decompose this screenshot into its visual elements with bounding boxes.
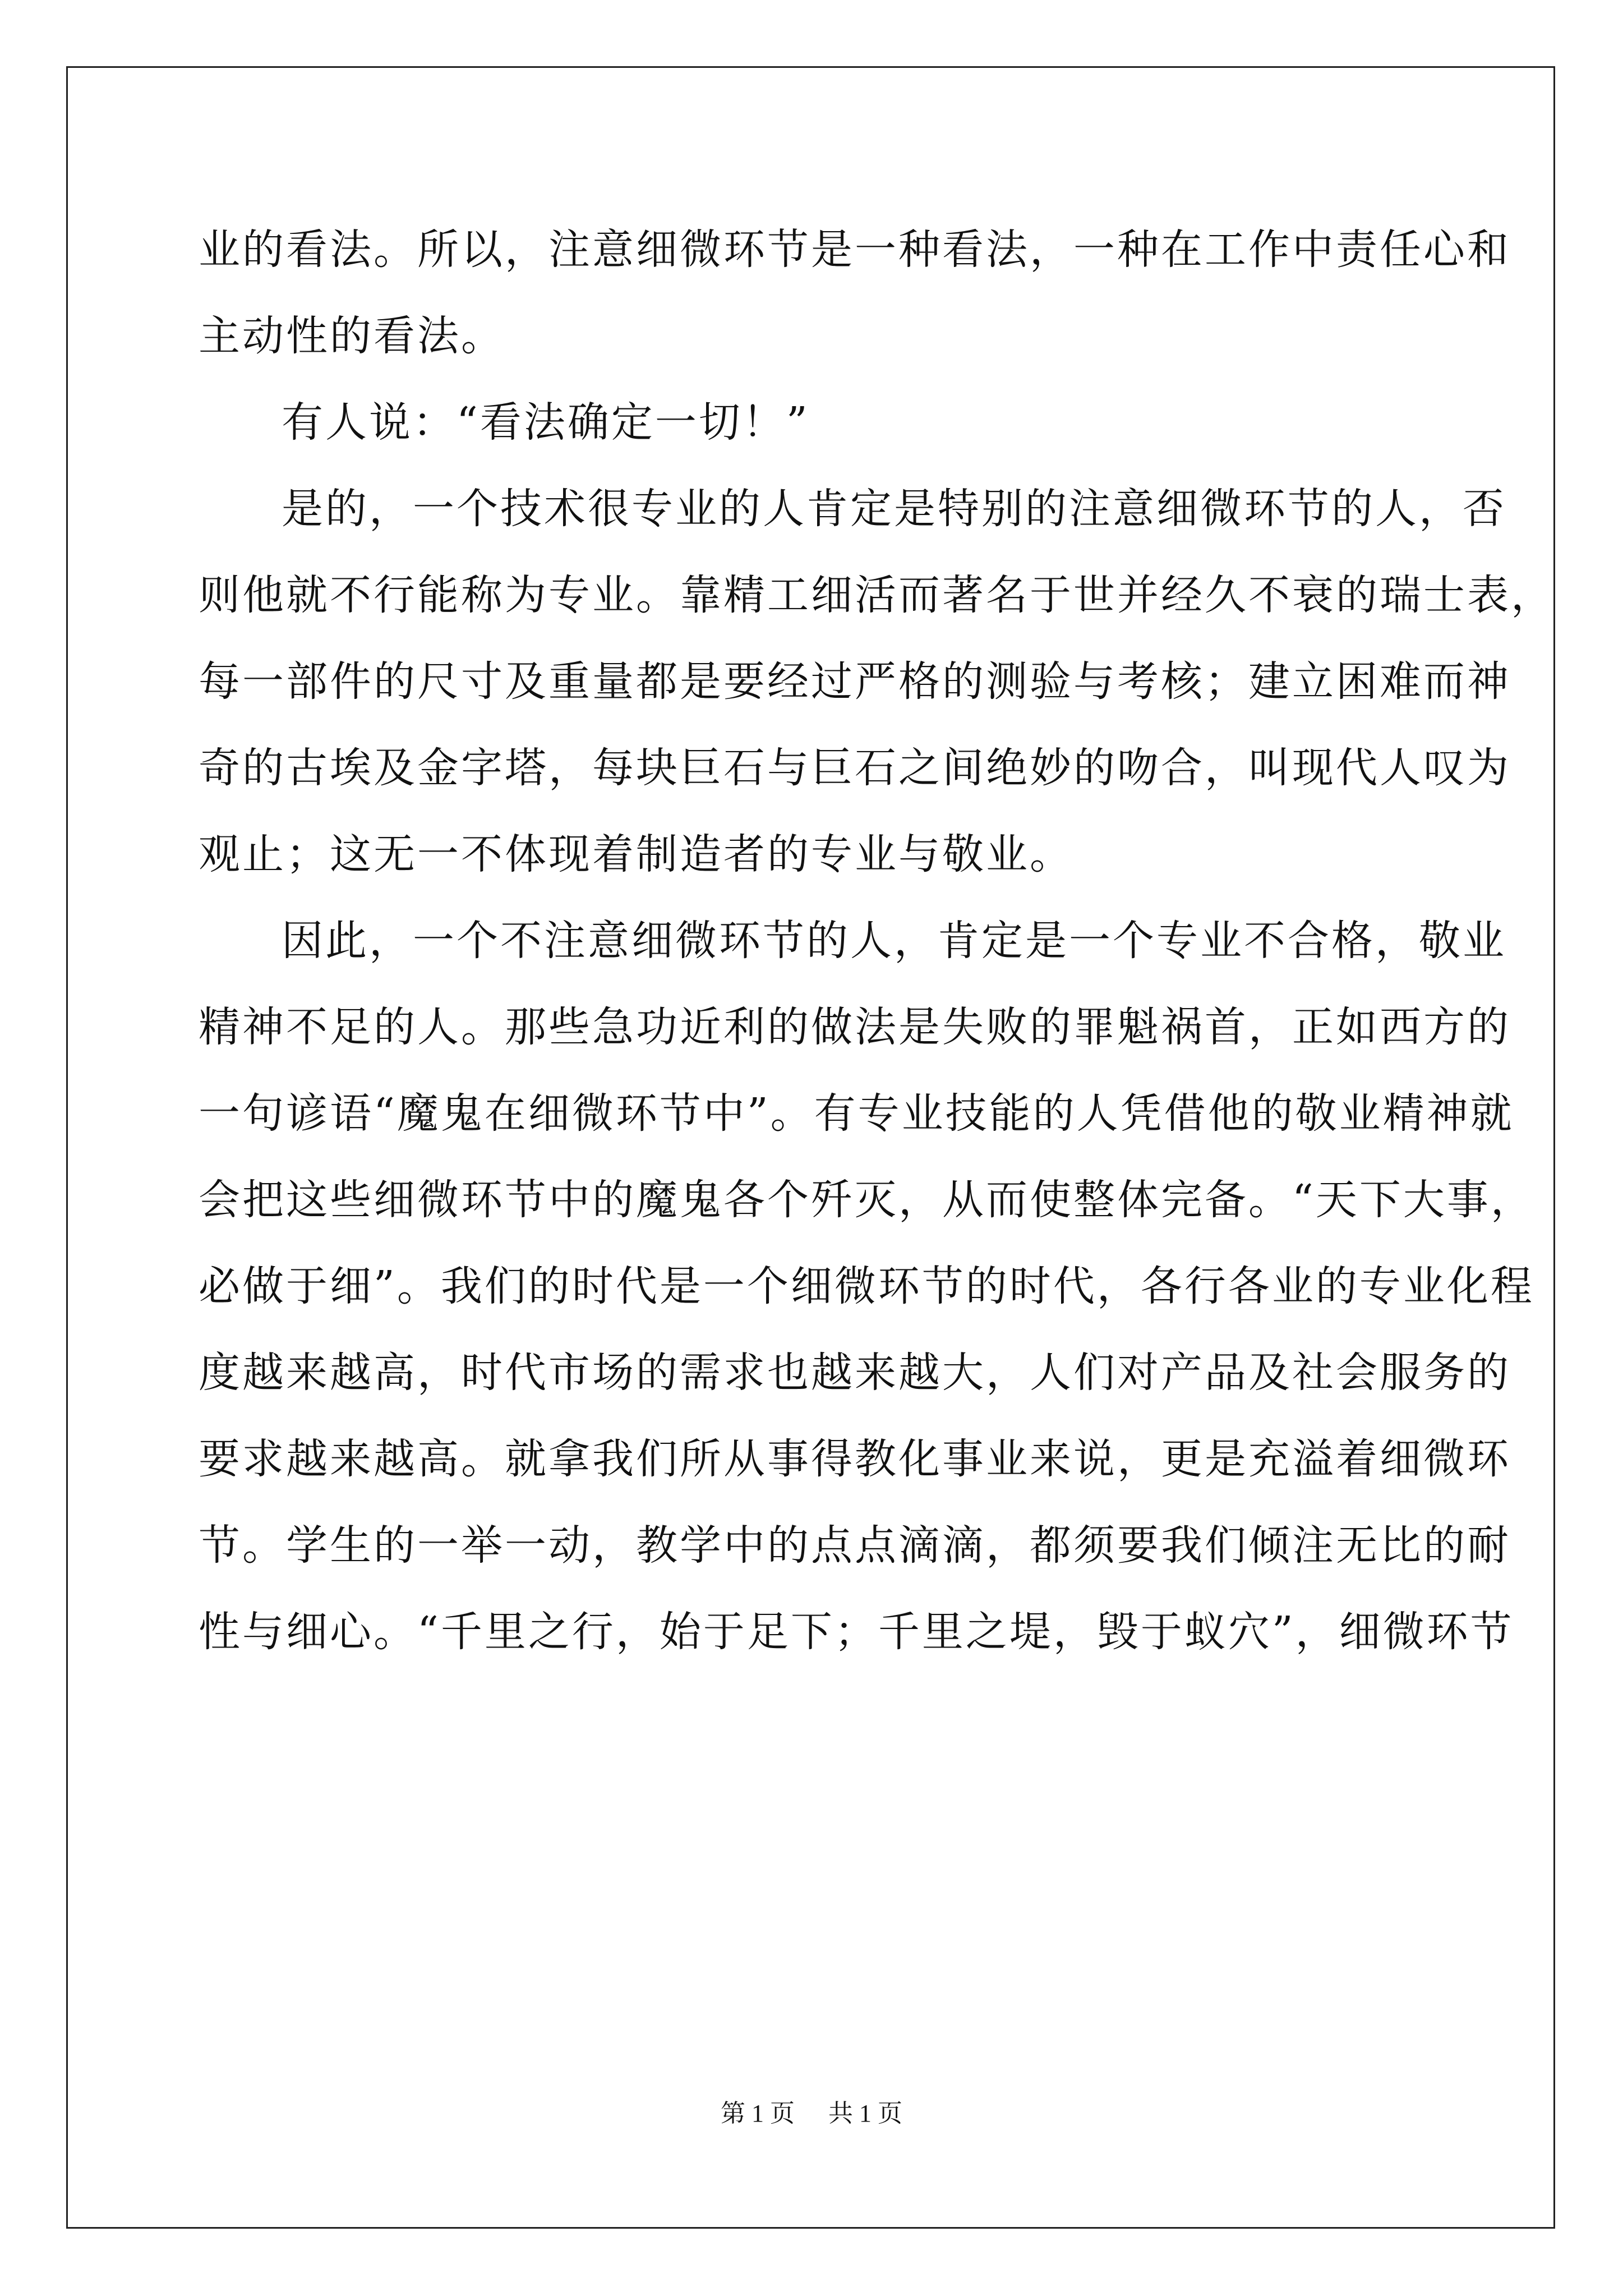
text-line: 一句谚语“魔鬼在细微环节中”。有专业技能的人凭借他的敬业精神就 — [199, 1089, 1514, 1138]
text-line: 要求越来越高。就拿我们所从事得教化事业来说，更是充溢着细微环 — [199, 1435, 1511, 1483]
page-total: 共 1 页 — [828, 2100, 902, 2127]
text-line: 观止；这无一不体现着制造者的专业与敬业。 — [199, 830, 1073, 878]
text-line: 每一部件的尺寸及重量都是要经过严格的测验与考核；建立困难而神 — [199, 657, 1511, 706]
text-line: 则他就不行能称为专业。靠精工细活而著名于世并经久不衰的瑞士表， — [199, 571, 1555, 619]
text-line: 业的看法。所以，注意细微环节是一种看法，一种在工作中责任心和 — [199, 226, 1511, 274]
page-footer — [0, 2097, 1623, 2131]
text-line: 精神不足的人。那些急功近利的做法是失败的罪魁祸首，正如西方的 — [199, 1003, 1511, 1051]
text-line: 度越来越高，时代市场的需求也越来越大，人们对产品及社会服务的 — [199, 1349, 1511, 1397]
text-line: 节。学生的一举一动，教学中的点点滴滴，都须要我们倾注无比的耐 — [199, 1521, 1511, 1570]
text-line: 主动性的看法。 — [199, 312, 505, 360]
document-body — [199, 216, 1555, 1685]
text-line: 因此，一个不注意细微环节的人，肯定是一个专业不合格，敬业 — [282, 917, 1506, 965]
text-line: 性与细心。“千里之行，始于足下；千里之堤，毁于蚁穴”，细微环节 — [199, 1608, 1514, 1656]
text-line: 有人说：“看法确定一切！” — [282, 398, 810, 447]
text-line: 奇的古埃及金字塔，每块巨石与巨石之间绝妙的吻合，叫现代人叹为 — [199, 744, 1511, 792]
page-number: 第 1 页 — [721, 2100, 795, 2127]
text-line: 必做于细”。我们的时代是一个细微环节的时代，各行各业的专业化程 — [199, 1262, 1534, 1310]
text-line: 是的，一个技术很专业的人肯定是特别的注意细微环节的人，否 — [282, 485, 1506, 533]
text-line: 会把这些细微环节中的魔鬼各个歼灭，从而使整体完备。“天下大事， — [199, 1176, 1534, 1224]
